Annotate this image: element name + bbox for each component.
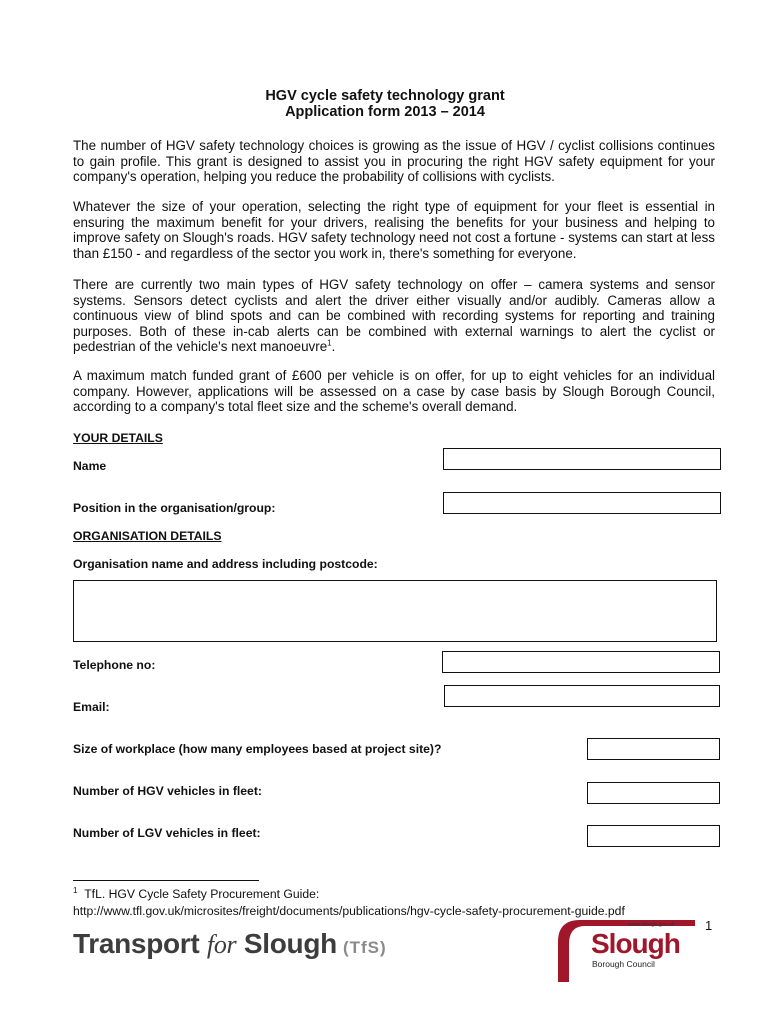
hgv-count-label: Number of HGV vehicles in fleet: (73, 784, 262, 798)
telephone-label: Telephone no: (73, 658, 156, 672)
lgv-count-label: Number of LGV vehicles in fleet: (73, 826, 261, 840)
organisation-address-field[interactable] (74, 581, 716, 641)
document-subtitle: Application form 2013 – 2014 (285, 104, 485, 120)
slough-council-name: Slough (591, 928, 680, 959)
hgv-count-box (587, 782, 720, 804)
organisation-address-box (73, 580, 717, 642)
telephone-field-box (442, 651, 720, 673)
workplace-size-box (587, 738, 720, 760)
footnote-divider (73, 880, 259, 881)
lgv-count-box (587, 825, 720, 847)
footnote-url[interactable]: http://www.tfl.gov.uk/microsites/freight/documents/publications/hgv-cycle-safety-procurement-guide.pdf (73, 904, 625, 918)
document-title: HGV cycle safety technology grant (265, 88, 505, 104)
tfs-abbreviation: (TfS) (342, 938, 387, 957)
transport-for-slough-logo (73, 928, 387, 960)
workplace-size-label: Size of workplace (how many employees based at project site)? (73, 742, 442, 756)
organisation-address-label: Organisation name and address including postcode: (73, 557, 378, 571)
position-field[interactable] (444, 493, 720, 513)
tfs-word-slough: Slough (243, 928, 337, 959)
footnote-text: TfL. HGV Cycle Safety Procurement Guide: (84, 887, 320, 901)
position-field-box (443, 492, 721, 514)
intro-paragraph: The number of HGV safety technology choices is growing as the issue of HGV / cyclist collisions continues to gain profile. This grant is designed to assist you in procuring the right HGV safety equipment for your company's operation, helping you reduce the probability of collisions with cyclists. (73, 138, 715, 185)
page-number: 1 (705, 918, 713, 933)
footnote-reference[interactable]: 1 (327, 338, 332, 348)
hgv-count-field[interactable] (588, 783, 719, 803)
your-details-heading: YOUR DETAILS (73, 431, 163, 445)
email-field-box (444, 685, 720, 707)
email-field[interactable] (445, 686, 719, 706)
position-label: Position in the organisation/group: (73, 501, 276, 515)
organisation-details-heading: ORGANISATION DETAILS (73, 529, 222, 543)
name-field[interactable] (444, 449, 720, 469)
operation-paragraph: Whatever the size of your operation, selecting the right type of equipment for your fleet is essential in ensuring the maximum benefit for your drivers, realising the benefits for your business and helping to improve safety on Slough's roads. HGV safety technology need not cost a fortune - systems can start at less than £150 - and regardless of the sector you work in, there's something for everyone. (73, 199, 715, 261)
name-field-box (443, 448, 721, 470)
tfs-word-transport: Transport (73, 928, 200, 959)
telephone-field[interactable] (443, 652, 719, 672)
slough-url: www.slough.gov.uk (628, 922, 675, 928)
grant-amount-paragraph: A maximum match funded grant of £600 per vehicle is on offer, for up to eight vehicles for an individual company. However, applications will be assessed on a case by case basis by Slough Borough Council, according to a company's total fleet size and the scheme's overall demand. (73, 368, 715, 415)
tfs-word-for: for (206, 930, 237, 959)
email-label: Email: (73, 700, 110, 714)
name-label: Name (73, 459, 107, 473)
workplace-size-field[interactable] (588, 739, 719, 759)
technology-types-text: There are currently two main types of HGV safety technology on offer – camera systems and sensor systems. Sensors detect cyclists and alert the driver either visually and/or audibly. Cameras allow a continuous view of blind spots and can be combined with recording systems for reporting and training purposes. Both of these in-cab alerts can be combined with external warnings to alert the cyclist or pedestrian of the vehicle's next manoeuvre (73, 277, 715, 355)
technology-types-paragraph (73, 277, 715, 355)
lgv-count-field[interactable] (588, 826, 719, 846)
slough-council-subtitle: Borough Council (592, 959, 655, 969)
footnote-number: 1 (73, 885, 78, 895)
technology-types-end: . (331, 339, 336, 355)
footnote (73, 887, 319, 902)
